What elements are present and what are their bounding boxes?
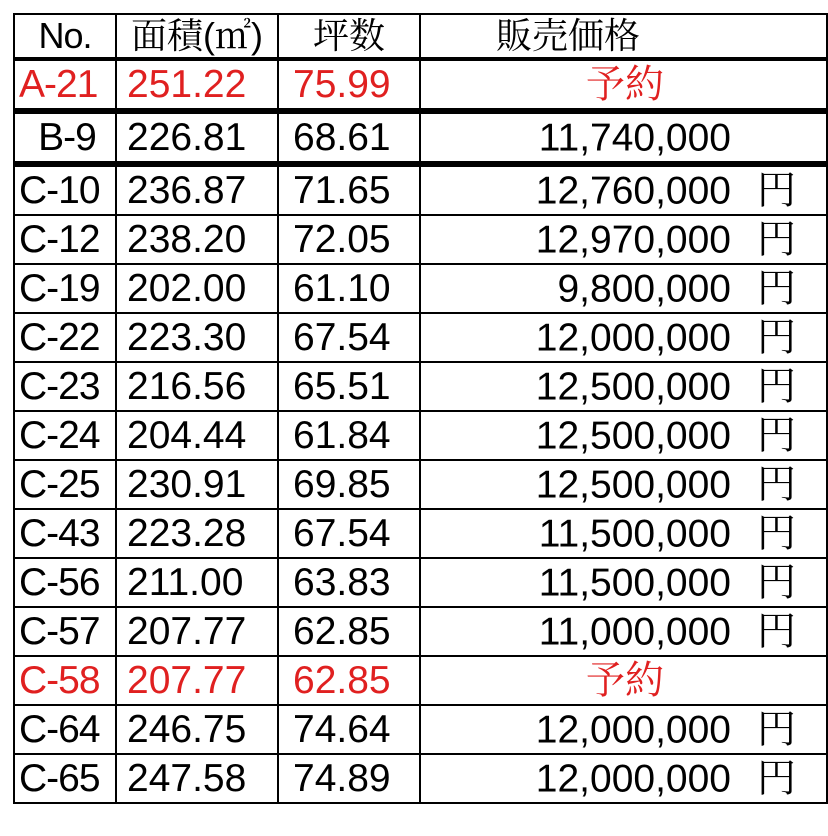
table-row (14, 460, 827, 509)
table-row (14, 509, 827, 558)
yen-unit: 円 (756, 610, 796, 653)
cell-lot-no: C-57 (14, 607, 116, 656)
table-row (14, 558, 827, 607)
cell-area: 216.56 (116, 362, 278, 411)
cell-tsubo: 67.54 (278, 509, 420, 558)
header-area: 面積(㎡) (116, 14, 278, 59)
cell-lot-no: C-12 (14, 215, 116, 264)
cell-lot-no: C-23 (14, 362, 116, 411)
header-no: No. (14, 14, 116, 59)
cell-area: 251.22 (116, 59, 278, 111)
cell-area: 236.87 (116, 164, 278, 215)
price-value: 12,500,000 (535, 365, 731, 408)
table-body (14, 14, 827, 803)
table-row (14, 411, 827, 460)
cell-area: 246.75 (116, 705, 278, 754)
table-row (14, 754, 827, 803)
yen-unit: 円 (756, 561, 796, 604)
cell-area: 223.28 (116, 509, 278, 558)
price-value: 12,000,000 (535, 757, 731, 800)
cell-tsubo: 74.89 (278, 754, 420, 803)
cell-area: 238.20 (116, 215, 278, 264)
yen-unit: 円 (756, 463, 796, 506)
cell-price (420, 164, 827, 215)
cell-price (420, 656, 827, 705)
cell-price (420, 313, 827, 362)
table-row (14, 705, 827, 754)
yen-unit: 円 (756, 267, 796, 310)
cell-price (420, 509, 827, 558)
table-row (14, 59, 827, 111)
cell-lot-no: C-43 (14, 509, 116, 558)
price-value: 12,500,000 (535, 414, 731, 457)
header-tsubo: 坪数 (278, 14, 420, 59)
reserved-label: 予約 (586, 63, 665, 106)
reserved-label: 予約 (586, 659, 665, 702)
cell-price (420, 215, 827, 264)
price-value: 12,970,000 (535, 218, 731, 261)
yen-unit: 円 (756, 708, 796, 751)
yen-unit: 円 (756, 365, 796, 408)
cell-lot-no: B-9 (14, 111, 116, 164)
cell-area: 223.30 (116, 313, 278, 362)
cell-area: 202.00 (116, 264, 278, 313)
cell-area: 226.81 (116, 111, 278, 164)
lot-price-table (13, 13, 828, 804)
cell-area: 230.91 (116, 460, 278, 509)
table-header-row (14, 14, 827, 59)
cell-lot-no: C-56 (14, 558, 116, 607)
cell-tsubo: 74.64 (278, 705, 420, 754)
cell-lot-no: C-64 (14, 705, 116, 754)
price-value: 11,000,000 (538, 610, 731, 653)
cell-tsubo: 63.83 (278, 558, 420, 607)
cell-tsubo: 65.51 (278, 362, 420, 411)
cell-tsubo: 71.65 (278, 164, 420, 215)
cell-tsubo: 62.85 (278, 656, 420, 705)
price-value: 12,500,000 (535, 463, 731, 506)
cell-price (420, 264, 827, 313)
table-row (14, 313, 827, 362)
cell-tsubo: 61.84 (278, 411, 420, 460)
yen-unit: 円 (756, 757, 796, 800)
cell-tsubo: 67.54 (278, 313, 420, 362)
cell-area: 207.77 (116, 607, 278, 656)
cell-price (420, 705, 827, 754)
yen-unit: 円 (756, 169, 796, 212)
cell-price (420, 754, 827, 803)
cell-tsubo: 62.85 (278, 607, 420, 656)
table-row (14, 164, 827, 215)
cell-area: 247.58 (116, 754, 278, 803)
cell-tsubo: 69.85 (278, 460, 420, 509)
cell-price (420, 460, 827, 509)
yen-unit: 円 (756, 316, 796, 359)
cell-price (420, 362, 827, 411)
table-row (14, 264, 827, 313)
cell-tsubo: 68.61 (278, 111, 420, 164)
cell-price (420, 558, 827, 607)
cell-lot-no: C-25 (14, 460, 116, 509)
cell-lot-no: C-65 (14, 754, 116, 803)
cell-lot-no: C-10 (14, 164, 116, 215)
table-row (14, 111, 827, 164)
cell-tsubo: 61.10 (278, 264, 420, 313)
cell-price (420, 607, 827, 656)
cell-lot-no: C-58 (14, 656, 116, 705)
cell-price (420, 59, 827, 111)
yen-unit: 円 (756, 512, 796, 555)
table-row (14, 607, 827, 656)
price-value: 12,000,000 (535, 708, 731, 751)
price-value: 12,000,000 (535, 316, 731, 359)
cell-price (420, 111, 827, 164)
cell-tsubo: 72.05 (278, 215, 420, 264)
price-value: 11,500,000 (538, 512, 731, 555)
price-value: 9,800,000 (557, 267, 731, 310)
price-value: 11,500,000 (538, 561, 731, 604)
cell-area: 204.44 (116, 411, 278, 460)
yen-unit: 円 (756, 414, 796, 457)
table-row (14, 656, 827, 705)
table-row (14, 215, 827, 264)
cell-lot-no: C-22 (14, 313, 116, 362)
cell-lot-no: C-19 (14, 264, 116, 313)
yen-unit: 円 (756, 218, 796, 261)
cell-area: 207.77 (116, 656, 278, 705)
header-price: 販売価格 (420, 14, 827, 59)
table-row (14, 362, 827, 411)
cell-tsubo: 75.99 (278, 59, 420, 111)
price-value: 12,760,000 (535, 169, 731, 212)
cell-price (420, 411, 827, 460)
cell-area: 211.00 (116, 558, 278, 607)
cell-lot-no: C-24 (14, 411, 116, 460)
price-value: 11,740,000 (538, 116, 731, 159)
cell-lot-no: A-21 (14, 59, 116, 111)
